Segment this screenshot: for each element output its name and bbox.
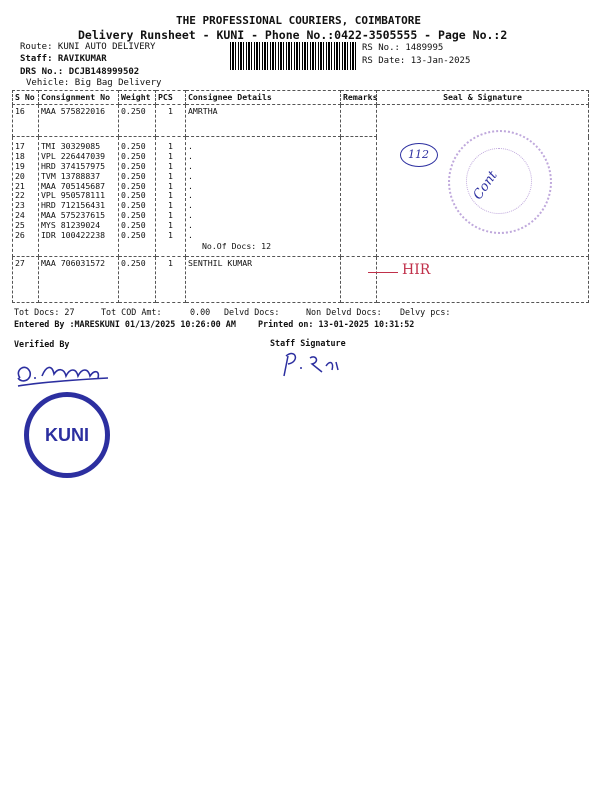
remark-underline	[368, 272, 398, 273]
list-item: 1	[168, 181, 173, 191]
printed-on: Printed on: 13-01-2025 10:31:52	[258, 319, 415, 329]
drs-number: DRS No.: DCJB148999502	[20, 67, 140, 77]
col-seal: Seal & Signature	[377, 91, 589, 105]
list-item: .	[188, 191, 193, 201]
list-item: 1	[168, 151, 173, 161]
staff-signature	[276, 348, 346, 378]
handwritten-remark: HIR	[402, 262, 431, 278]
list-item: TMI 30329085	[41, 142, 101, 151]
list-item: 0.250	[121, 231, 146, 241]
total-docs: Tot Docs: 27	[14, 307, 75, 317]
staff-signature-label: Staff Signature	[270, 338, 346, 348]
vehicle-label: Vehicle: Big Bag Delivery	[26, 78, 162, 88]
remarks-cell	[341, 105, 377, 137]
list-item: 1	[168, 171, 173, 181]
sno-group	[13, 137, 39, 257]
list-item: 1	[168, 201, 173, 211]
weight-group	[119, 137, 156, 257]
delivery-seal	[448, 130, 552, 234]
pcs-cell: 1	[156, 105, 186, 137]
list-item: HRD 374157975	[41, 161, 106, 171]
list-item: .	[188, 181, 193, 191]
list-item: 1	[168, 161, 173, 171]
col-consignment: Consignment No	[39, 91, 119, 105]
list-item: VPL 226447039	[41, 151, 106, 161]
list-item: 21	[15, 181, 25, 191]
barcode	[230, 42, 356, 70]
list-item: 23	[15, 201, 25, 211]
rs-date: RS Date: 13-Jan-2025	[362, 56, 471, 66]
list-item: VPL 950578111	[41, 191, 106, 201]
entered-by: Entered By :MARESKUNI 01/13/2025 10:26:00 AM	[14, 319, 236, 329]
weight-cell: 0.250	[119, 105, 156, 137]
list-item: .	[188, 142, 193, 151]
list-item: 0.250	[121, 181, 146, 191]
weight-cell: 0.250	[119, 257, 156, 303]
list-item: 26	[15, 231, 25, 241]
col-sno: S No	[13, 91, 39, 105]
total-cod-value: 0.00	[190, 307, 211, 317]
list-item: MAA 575237615	[41, 211, 106, 221]
list-item: MYS 81239024	[41, 221, 101, 231]
list-item: .	[188, 231, 193, 241]
sno-cell: 27	[13, 257, 39, 303]
list-item: MAA 705145687	[41, 181, 106, 191]
col-consignee: Consignee Details	[186, 91, 341, 105]
total-cod-label: Tot COD Amt:	[101, 307, 162, 317]
list-item: 1	[168, 142, 173, 151]
list-item: 0.250	[121, 151, 146, 161]
delivery-pcs: Delvy pcs:	[400, 307, 451, 317]
list-item: 0.250	[121, 191, 146, 201]
verified-by-label: Verified By	[14, 339, 70, 349]
list-item: .	[188, 161, 193, 171]
delivered-docs: Delvd Docs:	[224, 307, 280, 317]
table-row	[13, 257, 589, 303]
pcs-group	[156, 137, 186, 257]
consignee-cell: AMRTHA	[186, 105, 341, 137]
consignee-cell: SENTHIL KUMAR	[186, 257, 341, 303]
handwritten-seal-note: Cont	[470, 168, 501, 203]
consignment-cell: MAA 706031572	[39, 257, 119, 303]
list-item: 1	[168, 211, 173, 221]
handwritten-count-text: 112	[408, 148, 429, 161]
rs-number: RS No.: 1489995	[362, 43, 444, 53]
list-item: 18	[15, 151, 25, 161]
runsheet-subtitle: Delivery Runsheet - KUNI - Phone No.:0422-3505555 - Page No.:2	[78, 28, 508, 42]
list-item: 0.250	[121, 161, 146, 171]
list-item: 25	[15, 221, 25, 231]
remarks-cell	[341, 137, 377, 257]
list-item: 1	[168, 231, 173, 241]
list-item: 0.250	[121, 221, 146, 231]
list-item: HRD 712156431	[41, 201, 106, 211]
col-pcs: PCS	[156, 91, 186, 105]
list-item: 1	[168, 221, 173, 231]
list-item: 20	[15, 171, 25, 181]
list-item: 22	[15, 191, 25, 201]
list-item: 17	[15, 142, 25, 151]
list-item: 19	[15, 161, 25, 171]
list-item: .	[188, 151, 193, 161]
list-item: .	[188, 201, 193, 211]
docs-note: No.Of Docs: 12	[202, 240, 272, 251]
verified-signature	[12, 356, 112, 390]
list-item: .	[188, 171, 193, 181]
list-item: 24	[15, 211, 25, 221]
kuni-stamp	[24, 392, 110, 478]
list-item: TVM 13788837	[41, 171, 101, 181]
consignment-group	[39, 137, 119, 257]
pcs-cell: 1	[156, 257, 186, 303]
staff-label: Staff: RAVIKUMAR	[20, 54, 107, 64]
table-header-row	[13, 91, 589, 105]
non-delivered-docs: Non Delvd Docs:	[306, 307, 382, 317]
company-title: THE PROFESSIONAL COURIERS, COIMBATORE	[176, 14, 422, 27]
consignee-group	[186, 137, 341, 257]
col-remarks: Remarks	[341, 91, 377, 105]
list-item: 0.250	[121, 201, 146, 211]
kuni-stamp-text: KUNI	[45, 424, 89, 445]
list-item: 0.250	[121, 142, 146, 151]
list-item: 0.250	[121, 211, 146, 221]
list-item: IDR 100422238	[41, 231, 106, 241]
list-item: 0.250	[121, 171, 146, 181]
sno-cell: 16	[13, 105, 39, 137]
remarks-cell	[341, 257, 377, 303]
route-label: Route: KUNI AUTO DELIVERY	[20, 42, 156, 52]
list-item: .	[188, 211, 193, 221]
consignment-cell: MAA 575822016	[39, 105, 119, 137]
list-item: .	[188, 221, 193, 231]
col-weight: Weight	[119, 91, 156, 105]
list-item: 1	[168, 191, 173, 201]
